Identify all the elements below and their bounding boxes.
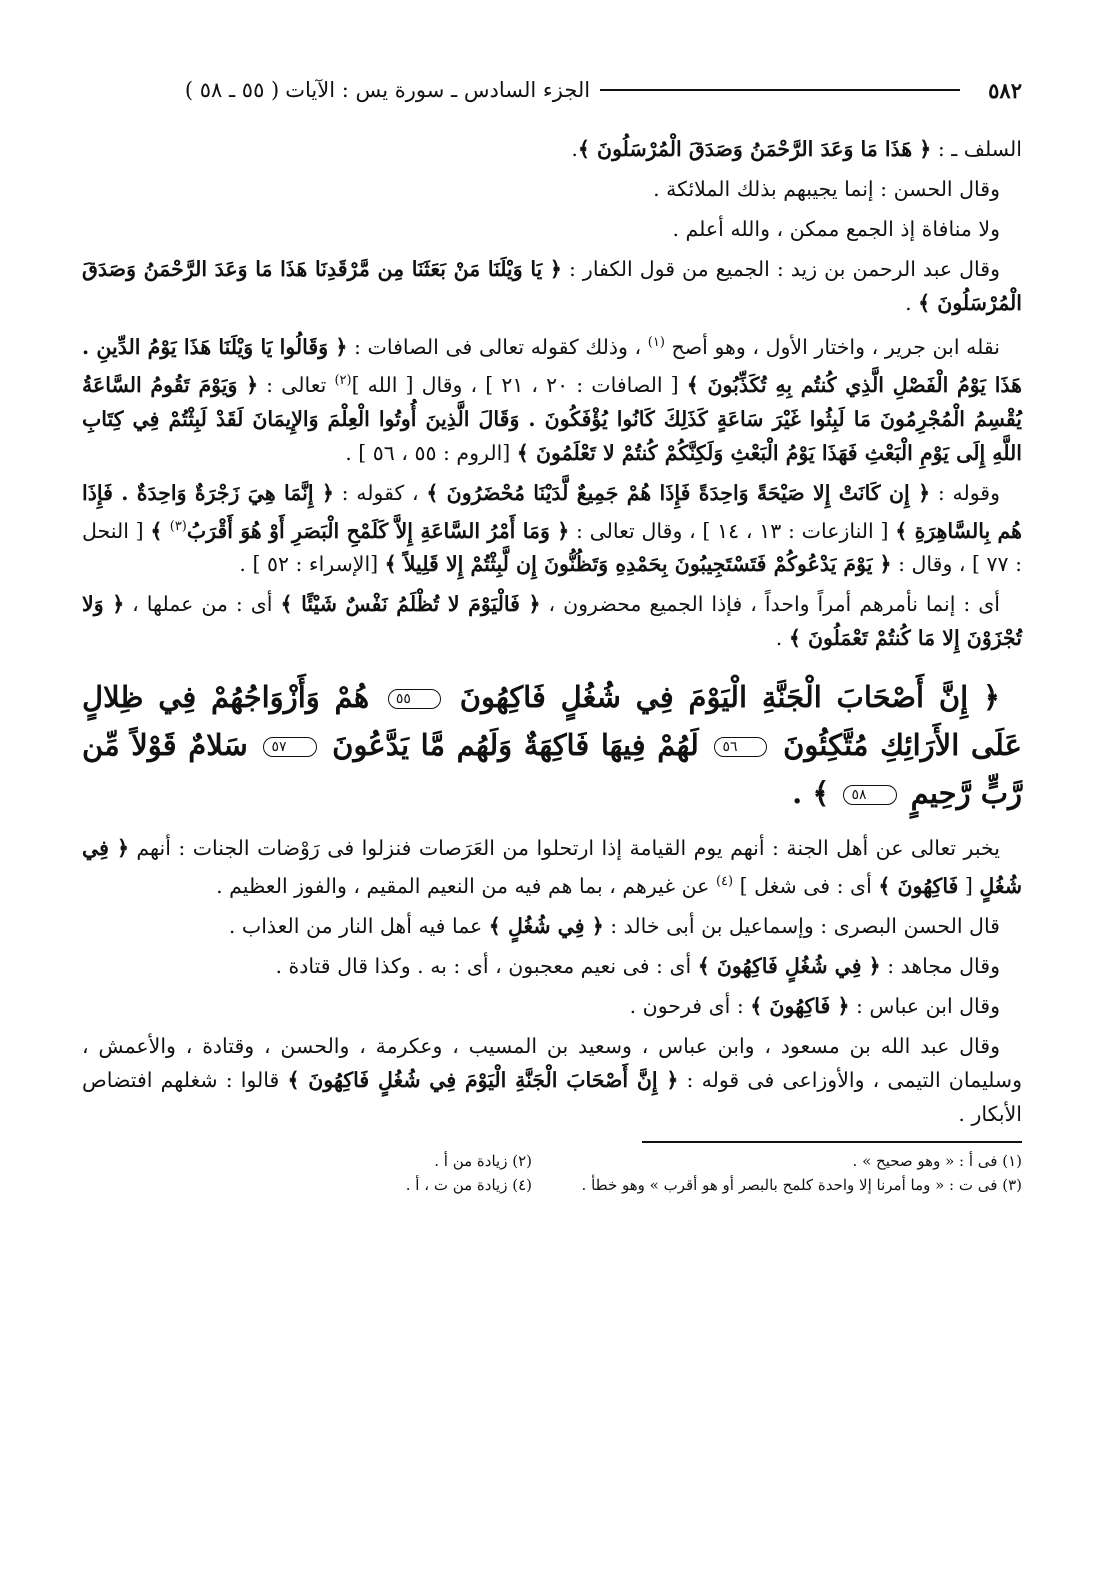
quran-quote: ﴿ إِن كَانَتْ إِلا صَيْحَةً وَاحِدَةً فَإِذَا هُمْ جَمِيعٌ لَّدَيْنَا مُحْضَرُونَ ﴾ (426, 480, 931, 505)
paragraph-text: : أى فرحون . (629, 994, 751, 1019)
verse-number: ٥٥ (388, 689, 441, 709)
footnote-divider (642, 1141, 1022, 1143)
paragraph-text: أى : فى نعيم معجبون ، أى : به . وكذا قال قتادة . (275, 954, 698, 979)
paragraph-text: السلف ـ : (931, 137, 1022, 161)
paragraph-text: [ النحل : ٧٧ ] ، وقال : (82, 518, 1022, 577)
quran-quote: ﴿ يَوْمَ يَدْعُوكُمْ فَتَسْتَجِيبُونَ بِحَمْدِهِ وَتَظُنُّونَ إِن لَّبِثْتُمْ إِلا قَلِيلاً ﴾ (384, 552, 892, 577)
verse-segment: إِنَّ أَصْحَابَ الْجَنَّةِ الْيَوْمَ فِي شُغُلٍ فَاكِهُونَ (459, 680, 969, 715)
paragraph-text: [ الصافات : ٢٠ ، ٢١ ] ، وقال [ الله ] (351, 372, 687, 397)
quran-quote: ﴿ فِي شُغُلٍ فَاكِهُونَ ﴾ (697, 954, 881, 979)
paragraph (82, 132, 1022, 166)
paragraph (82, 252, 1022, 320)
paragraph-text: عن غيرهم ، بما هم فيه من النعيم المقيم ، والفوز العظيم . (216, 874, 716, 899)
quran-quote: ﴿ وَلا تُجْزَوْنَ إِلا مَا كُنتُمْ تَعْمَلُونَ ﴾ (82, 592, 1022, 651)
paragraph-text: وقال عبد الرحمن بن زيد : الجميع من قول الكفار : (561, 257, 1000, 281)
footnote-ref: (٢) (334, 372, 352, 388)
footnote-ref: (١) (647, 335, 665, 350)
paragraph (82, 831, 1022, 903)
verse-segment: هُمْ وَأَزْوَاجُهُمْ فِي ظِلالٍ عَلَى الأَرَائِكِ مُتَّكِئُونَ (82, 680, 1022, 763)
quran-quote: فَاكِهُونَ ﴾ (878, 874, 959, 899)
quran-quote: ﴿ وَيَوْمَ تَقُومُ السَّاعَةُ يُقْسِمُ الْمُجْرِمُونَ مَا لَبِثُوا غَيْرَ سَاعَةٍ كَذَلِكَ كَانُوا يُؤْفَكُونَ . وَقَالَ الَّذِينَ أُوتُوا الْعِلْمَ وَالإِيمَانَ لَقَدْ لَبِثْتُمْ فِي كِتَابِ اللَّهِ إِلَى يَوْمِ الْبَعْثِ فَهَذَا يَوْمُ الْبَعْثِ وَلَكِنَّكُمْ كُنتُمْ لا تَعْلَمُونَ ﴾ (82, 372, 1022, 465)
quran-quote: ﴿ إِنَّمَا هِيَ زَجْرَةٌ وَاحِدَةٌ . فَإِذَا هُم بِالسَّاهِرَةِ ﴾ (82, 480, 1022, 543)
paragraph (82, 909, 1022, 943)
header-rule (600, 89, 960, 91)
paragraph-text: وقال عبد الله بن مسعود ، وابن عباس ، وسعيد بن المسيب ، وعكرمة ، والحسن ، وقتادة ، والأعمش ، وسليمان التيمى ، والأوزاعى فى قوله : (82, 1034, 1022, 1093)
paragraph (82, 212, 1022, 246)
paragraph (82, 949, 1022, 983)
quran-verse-block (82, 673, 1022, 817)
header-title: الجزء السادس ـ سورة يس : الآيات (285, 78, 591, 102)
document-page (82, 70, 1022, 1570)
paragraph-text: أى : إنما نأمرهم أمراً واحداً ، فإذا الجميع محضرون ، (540, 592, 1000, 617)
verse-number: ٥٧ (263, 737, 316, 757)
quran-quote: ﴿ وَقَالُوا يَا وَيْلَنَا هَذَا يَوْمُ الدِّينِ . هَذَا يَوْمُ الْفَصْلِ الَّذِي كُنتُم بِهِ تُكَذِّبُونَ ﴾ (82, 334, 1022, 397)
quran-quote: ﴿ إِنَّ أَصْحَابَ الْجَنَّةِ الْيَوْمَ فِي شُغُلٍ فَاكِهُونَ ﴾ (287, 1068, 679, 1093)
paragraph-text: ولا منافاة إذ الجمع ممكن ، والله أعلم . (672, 217, 1000, 241)
paragraph-text: وقال مجاهد : (880, 954, 1000, 979)
paragraph (82, 172, 1022, 206)
quran-quote: ﴾ (150, 518, 170, 543)
quran-quote: ﴿ وَمَا أَمْرُ السَّاعَةِ إِلاَّ كَلَمْحِ الْبَصَرِ أَوْ هُوَ أَقْرَبُ (186, 518, 570, 543)
commentary-block-1 (82, 132, 1022, 655)
paragraph-text: نقله ابن جرير ، واختار الأول ، وهو أصح (664, 334, 1000, 359)
commentary-block-2 (82, 831, 1022, 1131)
paragraph-text: عما فيه أهل النار من العذاب . (228, 914, 489, 939)
paragraph-text: . (775, 626, 789, 651)
quran-quote: ﴿ يَا وَيْلَنَا مَنْ بَعَثَنَا مِن مَّرْقَدِنَا هَذَا مَا وَعَدَ الرَّحْمَنُ وَصَدَقَ الْمُرْسَلُونَ ﴾ (82, 257, 1022, 315)
paragraph-text: أى : فى شغل ] (733, 874, 879, 899)
verse-number: ٥٨ (843, 785, 896, 805)
paragraph-text: . (905, 291, 919, 315)
footnotes (82, 1149, 1022, 1197)
paragraph (82, 1029, 1022, 1131)
paragraph-text: أى : من عملها ، (124, 592, 281, 617)
paragraph-text: وقوله : (930, 480, 1000, 505)
paragraph-text: وقال ابن عباس : (849, 994, 1000, 1019)
verse-segment: سَلامٌ قَوْلاً مِّن رَّبٍّ رَّحِيمٍ (82, 728, 1022, 811)
verse-open-bracket: ﴿ (982, 680, 1000, 715)
paragraph (82, 476, 1022, 582)
quran-quote: ﴿ فِي شُغُلٍ (82, 836, 1022, 899)
paragraph-text: وقال الحسن : إنما يجيبهم بذلك الملائكة . (653, 177, 1000, 201)
paragraph-text: [ النازعات : ١٣ ، ١٤ ] ، وقال تعالى : (569, 518, 896, 543)
footnote: (١) فى أ : « وهو صحيح » . (852, 1152, 1022, 1171)
page-header (82, 70, 1022, 110)
paragraph-text: [ (958, 874, 980, 899)
footnote-ref: (٤) (715, 874, 734, 890)
paragraph-text: . (571, 137, 578, 161)
paragraph-text: [الروم : ٥٥ ، ٥٦ ] . (345, 440, 517, 465)
header-verses: ( ٥٥ ـ ٥٨ ) (184, 78, 280, 102)
quran-quote: ﴿ فَالْيَوْمَ لا تُظْلَمُ نَفْسٌ شَيْئًا ﴾ (280, 592, 541, 617)
footnote: (٤) زيادة من ت ، أ . (405, 1176, 532, 1195)
footnote: (٣) فى ت : « وما أمرنا إلا واحدة كلمح بالبصر أو هو أقرب » وهو خطأ . (581, 1176, 1022, 1195)
paragraph-text: [الإسراء : ٥٢ ] . (239, 552, 385, 577)
paragraph-text: يخبر تعالى عن أهل الجنة : أنهم يوم القيامة إذا ارتحلوا من العَرَصات فنزلوا فى رَوْضات الجنات : أنهم (128, 836, 1000, 861)
page-number: ٥٨٢ (988, 77, 1022, 103)
verse-segment: لَهُمْ فِيهَا فَاكِهَةٌ وَلَهُم مَّا يَدَّعُونَ (332, 728, 699, 763)
footnote: (٢) زيادة من أ . (434, 1152, 532, 1171)
paragraph (82, 989, 1022, 1023)
verse-number: ٥٦ (714, 737, 767, 757)
paragraph-text: تعالى : (258, 372, 335, 397)
quran-quote: ﴿ فِي شُغُلٍ ﴾ (488, 914, 604, 939)
paragraph-text: قال الحسن البصرى : وإسماعيل بن أبى خالد : (603, 914, 1000, 939)
body-text (82, 132, 1022, 1131)
verse-close-bracket: ﴾ . (792, 776, 830, 811)
paragraph (82, 587, 1022, 655)
quran-quote: ﴿ هَذَا مَا وَعَدَ الرَّحْمَنُ وَصَدَقَ الْمُرْسَلُونَ ﴾ (577, 137, 932, 161)
quran-quote: ﴿ فَاكِهُونَ ﴾ (750, 994, 850, 1019)
paragraph-text: قالوا : شغلهم افتضاص الأبكار . (82, 1068, 1022, 1127)
paragraph-text: ، وذلك كقوله تعالى فى الصافات : (347, 334, 648, 359)
footnote-ref: (٣) (169, 518, 187, 534)
paragraph-text: ، كقوله : (333, 480, 427, 505)
paragraph (82, 326, 1022, 470)
